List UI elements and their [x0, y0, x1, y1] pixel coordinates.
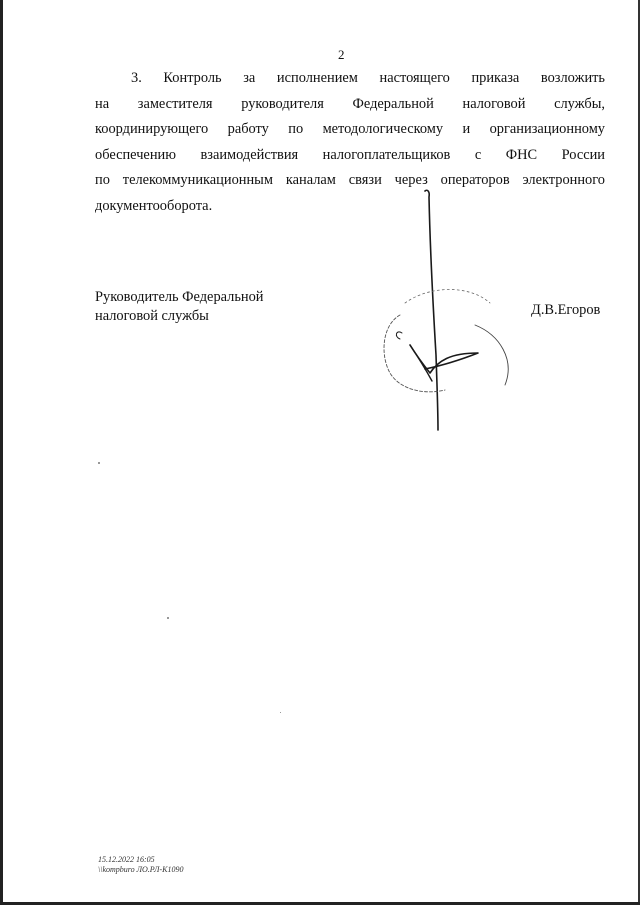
body-line: обеспечению взаимодействия налогоплательщиков с ФНС России	[95, 146, 605, 163]
body-line: координирующего работу по методологическому и организационному	[95, 121, 605, 138]
body-line: по телекоммуникационным каналам связи через операторов электронного	[95, 172, 605, 189]
footer-file-ref: \\kompburo ЛО.РЛ-К1090	[98, 865, 184, 874]
body-line: документооборота.	[95, 197, 213, 214]
scan-speck	[98, 462, 100, 464]
scan-speck	[280, 712, 281, 713]
body-line: 3. Контроль за исполнением настоящего приказа возложить	[131, 70, 605, 86]
body-paragraph	[95, 66, 605, 220]
signer-name: Д.В.Егоров	[531, 302, 601, 318]
signer-title-line: налоговой службы	[95, 308, 209, 324]
handwritten-signature	[370, 185, 520, 435]
body-line: на заместителя руководителя Федеральной налоговой службы,	[95, 95, 605, 112]
signer-title	[95, 288, 264, 326]
footer-timestamp: 15.12.2022 16:05	[98, 855, 155, 864]
footer-stamp	[98, 855, 183, 875]
signer-title-line: Руководитель Федеральной	[95, 289, 264, 305]
scan-edge-left	[0, 0, 3, 905]
scan-speck	[167, 617, 169, 619]
page-number: 2	[338, 47, 345, 62]
